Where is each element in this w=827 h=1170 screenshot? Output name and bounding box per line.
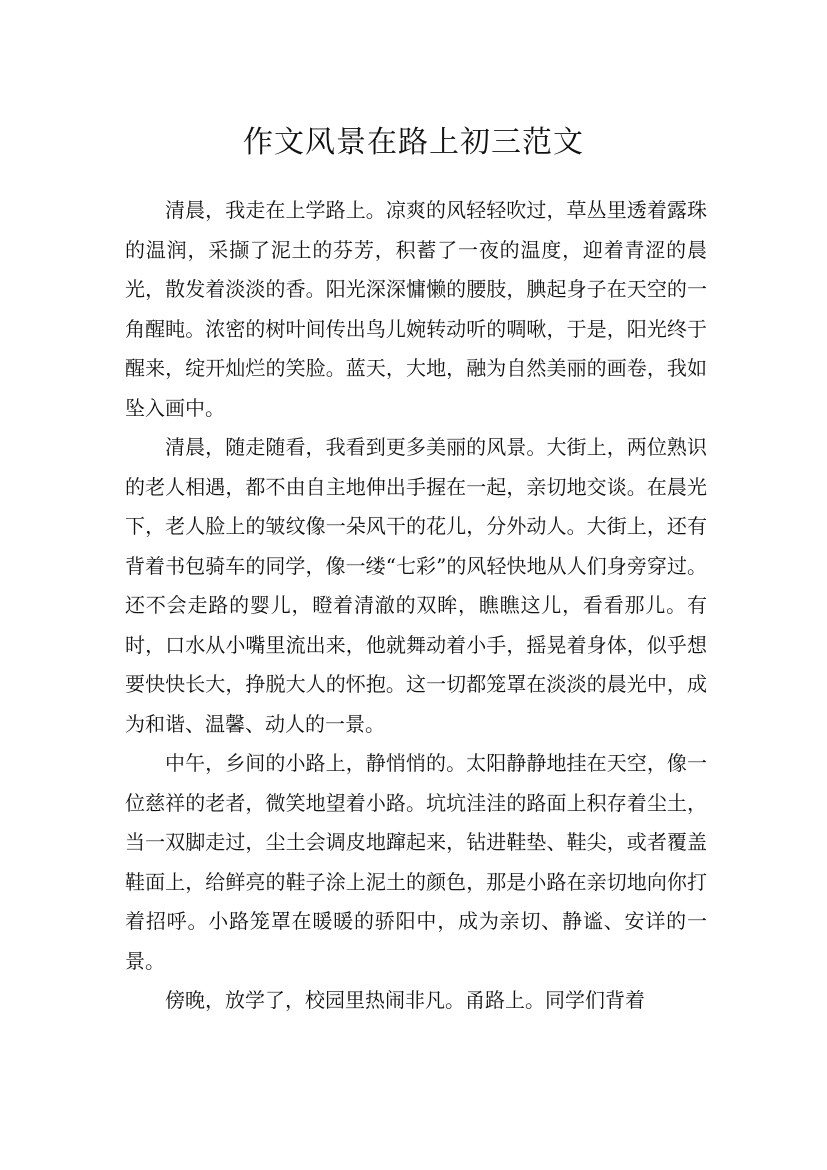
paragraph-1: 清晨，我走在上学路上。凉爽的风轻轻吹过，草丛里透着露珠的温润，采撷了泥土的芬芳，积蓄了一夜的温度，迎着青涩的晨光，散发着淡淡的香。阳光深深慵懒的腰肢，腆起身子在天空的一角醒盹。浓密的树叶间传出鸟儿婉转动听的啁啾，于是，阳光终于醒来，绽开灿烂的笑脸。蓝天，大地，融为自然美丽的画卷，我如坠入画中。 [125, 198, 707, 420]
document-body [125, 191, 707, 1021]
paragraph-2: 清晨，随走随看，我看到更多美丽的风景。大街上，两位熟识的老人相遇，都不由自主地伸出手握在一起，亲切地交谈。在晨光下，老人脸上的皱纹像一朵风干的花儿，分外动人。大街上，还有背着书包骑车的同学，像一缕“七彩”的风轻快地从人们身旁穿过。还不会走路的婴儿，瞪着清澈的双眸，瞧瞧这儿，看看那儿。有时，口水从小嘴里流出来，他就舞动着小手，摇晃着身体，似乎想要快快长大，挣脱大人的怀抱。这一切都笼罩在淡淡的晨光中，成为和谐、温馨、动人的一景。 [125, 435, 707, 736]
paragraph-4: 傍晚，放学了，校园里热闹非凡。甬路上。同学们背着 [165, 988, 645, 1012]
paragraph-3: 中午，乡间的小路上，静悄悄的。太阳静静地挂在天空，像一位慈祥的老者，微笑地望着小路。坑坑洼洼的路面上积存着尘土，当一双脚走过，尘土会调皮地蹿起来，钻进鞋垫、鞋尖，或者覆盖鞋面上，给鲜亮的鞋子涂上泥土的颜色，那是小路在亲切地向你打着招呼。小路笼罩在暖暖的骄阳中，成为亲切、静谧、安详的一景。 [125, 751, 707, 973]
document-title: 作文风景在路上初三范文 [243, 125, 584, 161]
